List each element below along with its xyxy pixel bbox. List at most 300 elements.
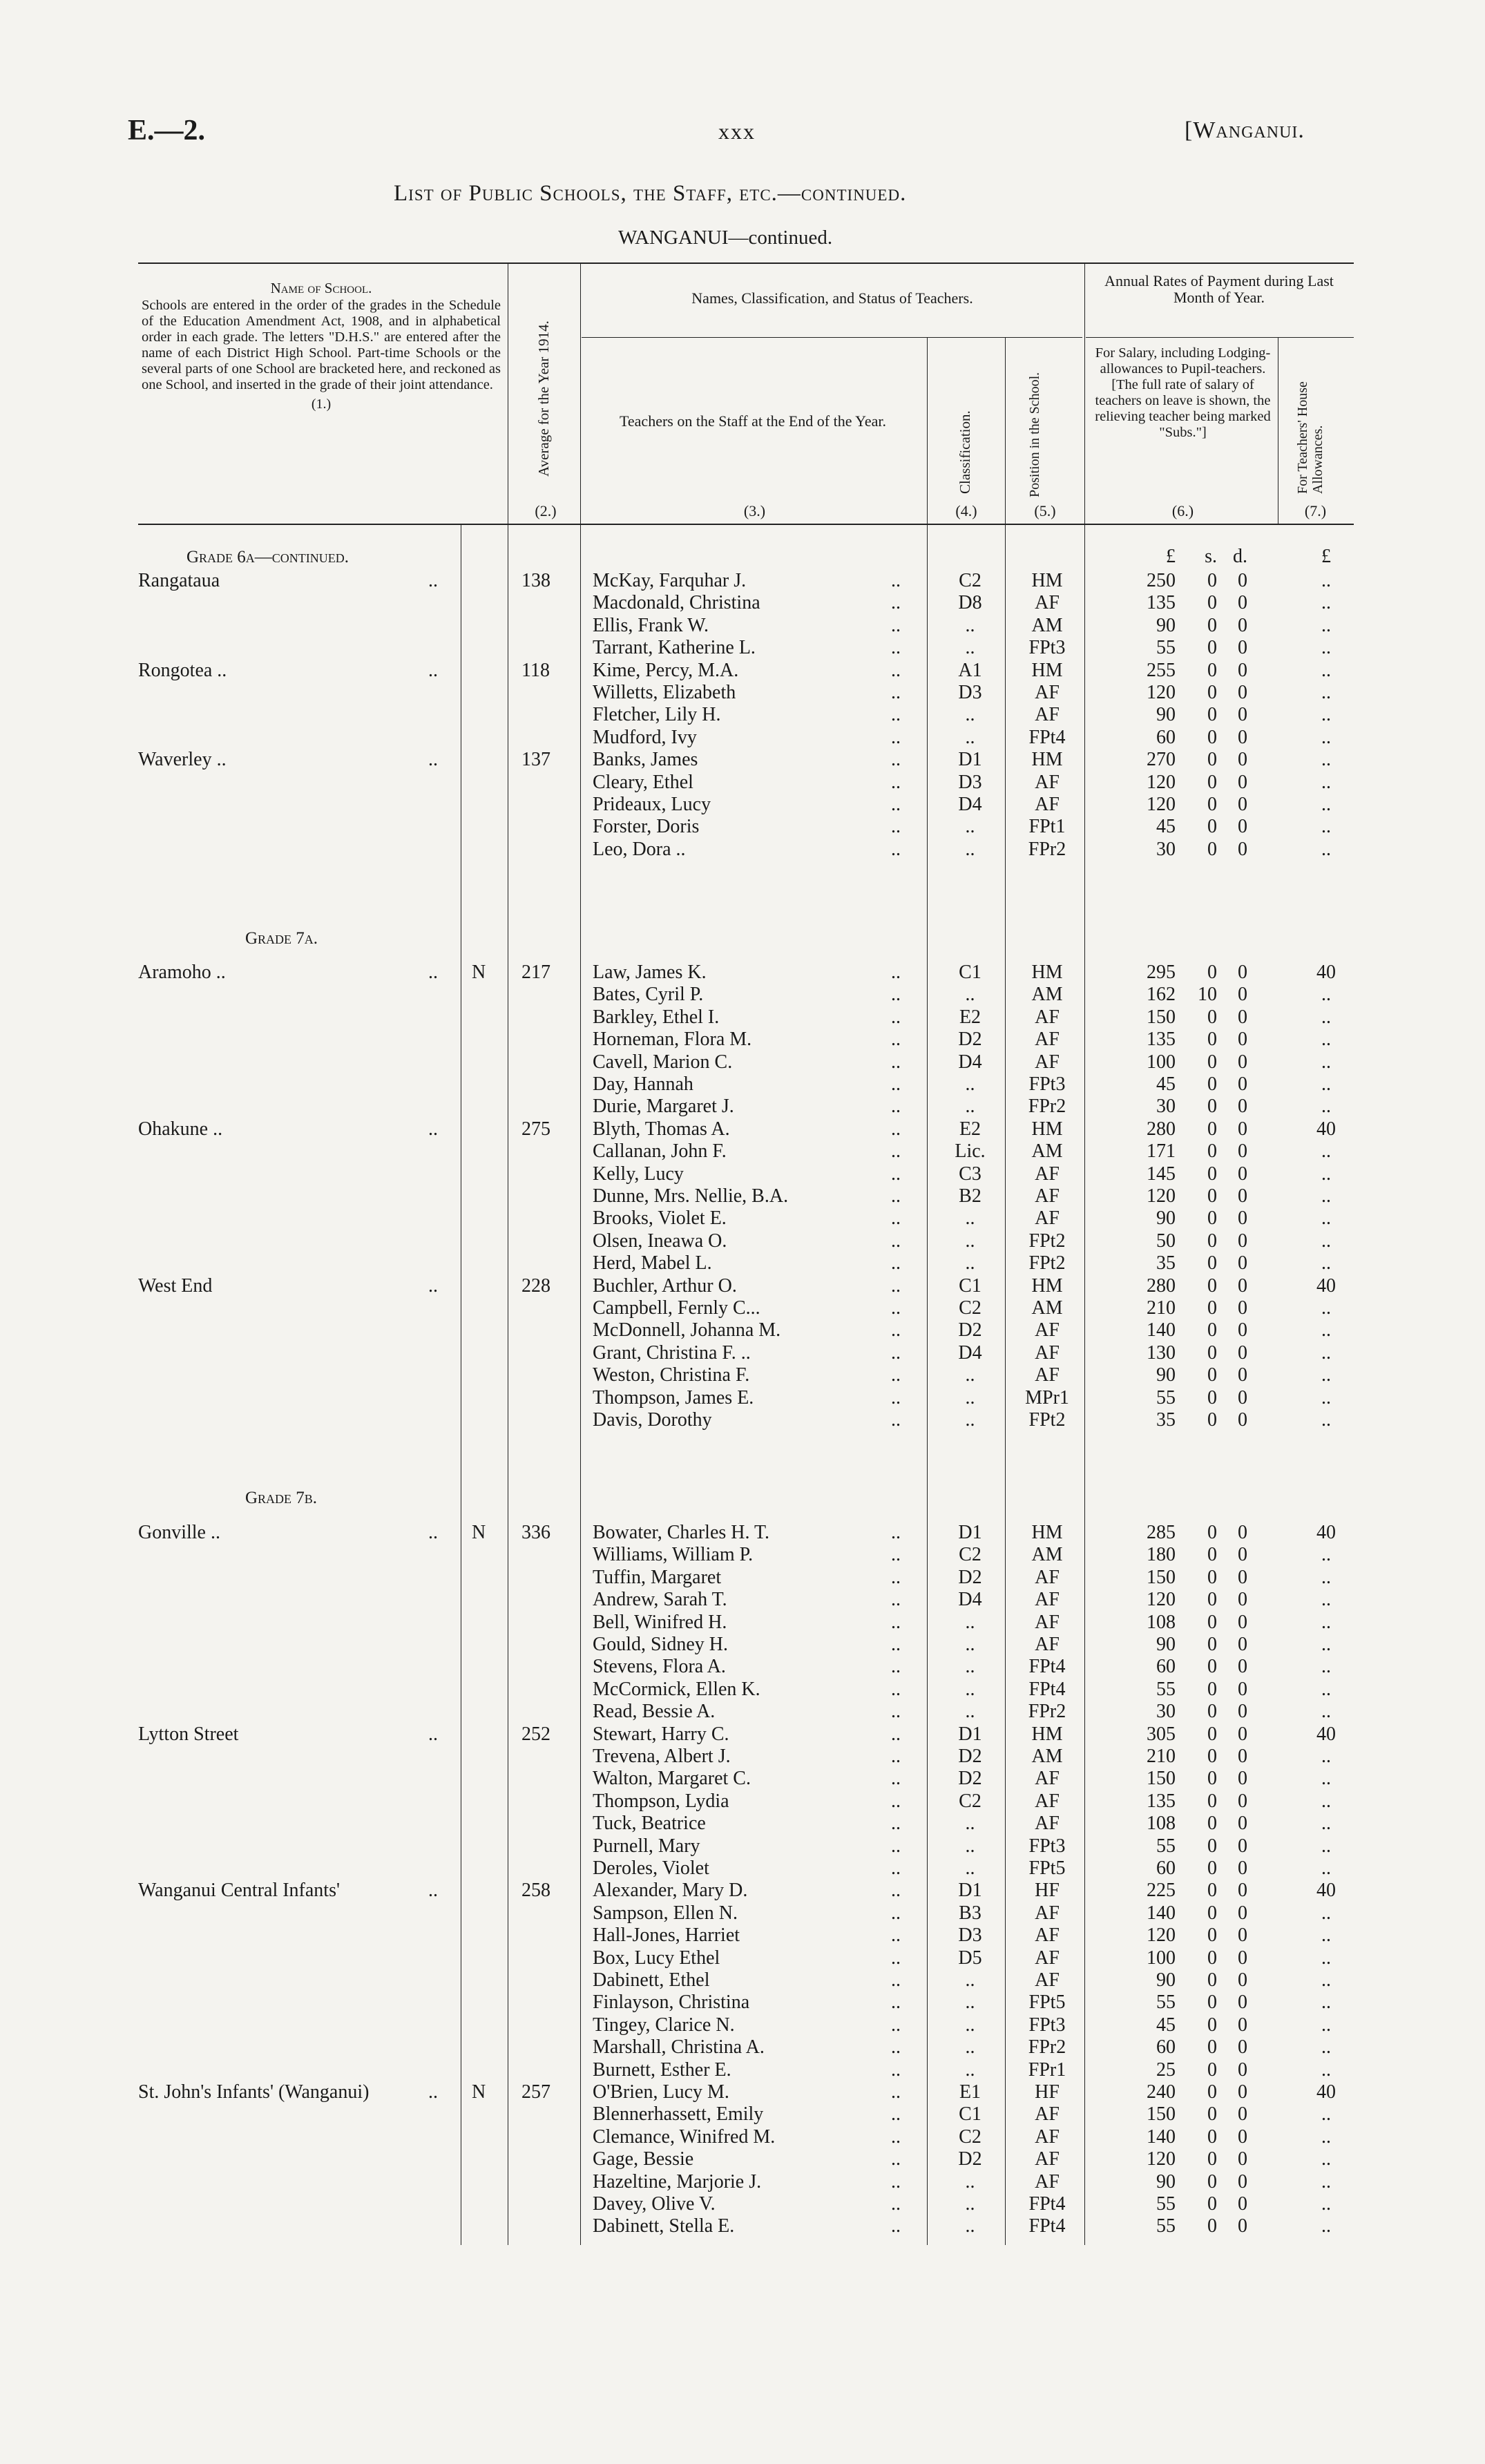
salary-pence: 0: [1238, 1118, 1247, 1140]
salary-shillings: 0: [1207, 1386, 1217, 1408]
teacher-name: Olsen, Ineawa O.: [593, 1230, 727, 1252]
teacher-name: Fletcher, Lily H.: [593, 704, 721, 726]
teacher-name: Horneman, Flora M.: [593, 1029, 752, 1051]
classification: ..: [965, 984, 975, 1006]
school-name: Gonville ..: [138, 1522, 220, 1543]
house-allowance: ..: [1321, 1364, 1331, 1386]
position: AF: [1035, 1185, 1060, 1207]
average-attendance: 228: [521, 1274, 550, 1297]
table-row: [0, 772, 1485, 794]
teacher-name: Gould, Sidney H.: [593, 1634, 728, 1655]
salary-pounds: 150: [1147, 1768, 1176, 1790]
classification: ..: [965, 1386, 975, 1408]
position: AF: [1035, 1029, 1060, 1051]
salary-shillings: 0: [1207, 1096, 1217, 1118]
classification: D1: [958, 1723, 982, 1745]
position: AF: [1035, 1902, 1060, 1924]
salary-shillings: 0: [1207, 2126, 1217, 2148]
salary-pounds: 120: [1147, 794, 1176, 815]
salary-pounds: 135: [1147, 1029, 1176, 1051]
position-col-number: (5.): [1034, 502, 1056, 519]
position: AF: [1035, 1319, 1060, 1341]
position: AF: [1035, 1051, 1060, 1073]
salary-pounds: 150: [1147, 1566, 1176, 1588]
position: AF: [1035, 2148, 1060, 2170]
table-row: [0, 1185, 1485, 1207]
salary-pounds: 100: [1147, 1947, 1176, 1969]
teacher-name: Burnett, Esther E.: [593, 2059, 731, 2081]
house-allowance: ..: [1321, 1813, 1331, 1835]
table-row: [0, 1746, 1485, 1768]
house-allowance: ..: [1321, 1319, 1331, 1341]
salary-pence: 0: [1238, 1992, 1247, 2014]
salary-pounds: 240: [1147, 2081, 1176, 2103]
salary-shillings: 0: [1207, 1992, 1217, 2014]
salary-pounds: 45: [1156, 1073, 1176, 1095]
salary-shillings: 0: [1207, 1274, 1217, 1297]
header-top-rule: [138, 262, 1354, 264]
house-allowance: ..: [1321, 1252, 1331, 1274]
average-attendance: 258: [521, 1880, 550, 1902]
position: HM: [1031, 962, 1063, 983]
teacher-name: Kime, Percy, M.A.: [593, 659, 739, 681]
teacher-name: Macdonald, Christina: [593, 592, 760, 614]
school-name: Waverley ..: [138, 749, 227, 771]
teacher-name: Leo, Dora ..: [593, 838, 686, 860]
table-row: [0, 1701, 1485, 1723]
salary-pounds: 120: [1147, 771, 1176, 793]
teacher-name: Bell, Winifred H.: [593, 1611, 727, 1633]
salary-shillings: 0: [1207, 1925, 1217, 1947]
classification: ..: [965, 704, 975, 726]
salary-pence: 0: [1238, 1341, 1247, 1364]
salary-shillings: 0: [1207, 682, 1217, 703]
position: HM: [1031, 1274, 1063, 1297]
teacher-name: Forster, Doris: [593, 816, 700, 838]
salary-pence: 0: [1238, 2170, 1247, 2193]
house-allowance: ..: [1321, 1768, 1331, 1790]
table-row: [0, 1118, 1485, 1140]
classification: ..: [965, 1611, 975, 1633]
classification: C3: [959, 1163, 981, 1185]
teacher-name: Durie, Margaret J.: [593, 1096, 734, 1118]
salary-shillings: 0: [1207, 2014, 1217, 2036]
salary-pounds: 280: [1147, 1274, 1176, 1297]
salary-pence: 0: [1238, 1386, 1247, 1408]
salary-pence: 0: [1238, 1723, 1247, 1745]
teacher-name: Dabinett, Ethel: [593, 1969, 710, 1991]
position: AF: [1035, 1790, 1060, 1812]
house-allowance: ..: [1321, 1634, 1331, 1655]
position: FPr2: [1028, 1701, 1066, 1723]
teacher-name: Hall-Jones, Harriet: [593, 1925, 740, 1947]
house-allowance: ..: [1321, 1163, 1331, 1185]
house-allowance: ..: [1321, 1925, 1331, 1947]
average-attendance: 252: [521, 1723, 550, 1745]
salary-pounds: 30: [1156, 1701, 1176, 1723]
salary-shillings: 0: [1207, 1947, 1217, 1969]
house-allowance: ..: [1321, 1140, 1331, 1163]
table-row: [0, 984, 1485, 1006]
teacher-name: Alexander, Mary D.: [593, 1880, 748, 1902]
leader-dots: ..: [891, 2103, 901, 2126]
table-row: [0, 570, 1485, 592]
leader-dots: ..: [891, 570, 901, 591]
classification-heading: Classification.: [957, 410, 973, 494]
salary-shillings: 0: [1207, 1364, 1217, 1386]
table-row: [0, 1902, 1485, 1925]
salary-pence: 0: [1238, 1634, 1247, 1655]
classification: ..: [965, 2193, 975, 2215]
school-heading-title: Name of School.: [270, 280, 372, 296]
table-row: [0, 704, 1485, 726]
payment-group-heading: Annual Rates of Payment during Last Month of Year.: [1104, 272, 1334, 306]
header-bottom-rule: [138, 524, 1354, 525]
position: AF: [1035, 682, 1060, 703]
house-allowance: ..: [1321, 1589, 1331, 1611]
position: FPr2: [1028, 2036, 1066, 2059]
salary-shillings: 0: [1207, 2170, 1217, 2193]
position: AM: [1031, 1544, 1063, 1566]
leader-dots: ..: [891, 1185, 901, 1207]
table-row: [0, 962, 1485, 984]
table-row: [0, 794, 1485, 816]
leader-dots: ..: [891, 726, 901, 748]
allowances-heading: For Teachers' House Allowances.: [1295, 381, 1325, 494]
position: FPt3: [1028, 2014, 1066, 2036]
table-row: [0, 1835, 1485, 1857]
leader-dots: ..: [891, 794, 901, 815]
house-allowance: ..: [1321, 1297, 1331, 1319]
salary-pounds: 35: [1156, 1409, 1176, 1431]
table-row: [0, 592, 1485, 614]
salary-pence: 0: [1238, 1297, 1247, 1319]
house-allowance: ..: [1321, 592, 1331, 614]
position: AF: [1035, 1768, 1060, 1790]
house-allowance: ..: [1321, 2036, 1331, 2059]
salary-pence: 0: [1238, 749, 1247, 771]
salary-shillings: 0: [1207, 1746, 1217, 1767]
average-heading: Average for the Year 1914.: [535, 321, 552, 477]
leader-dots: ..: [428, 749, 438, 771]
classification: B2: [959, 1185, 981, 1207]
house-allowance: ..: [1321, 2014, 1331, 2036]
salary-pounds: 280: [1147, 1118, 1176, 1140]
salary-pence: 0: [1238, 771, 1247, 793]
salary-pounds: 135: [1147, 592, 1176, 614]
salary-pounds: 90: [1156, 1364, 1176, 1386]
classification: D3: [958, 682, 982, 703]
position: AF: [1035, 704, 1060, 726]
page-reference: E.—2.: [128, 115, 206, 146]
classification: E2: [959, 1006, 981, 1028]
leader-dots: ..: [891, 592, 901, 614]
classification: D5: [958, 1947, 982, 1969]
salary-pence: 0: [1238, 1925, 1247, 1947]
table-row: [0, 2103, 1485, 2126]
teacher-name: Thompson, Lydia: [593, 1790, 729, 1812]
salary-shillings: 0: [1207, 816, 1217, 838]
classification: ..: [965, 1207, 975, 1230]
house-allowance: ..: [1321, 1006, 1331, 1028]
house-allowance: ..: [1321, 1096, 1331, 1118]
classification: E2: [959, 1118, 981, 1140]
salary-pence: 0: [1238, 2014, 1247, 2036]
allowances-col-number: (7.): [1304, 502, 1327, 519]
house-allowance: ..: [1321, 704, 1331, 726]
house-allowance: ..: [1321, 2103, 1331, 2126]
classification: ..: [965, 1409, 975, 1431]
salary-pence: 0: [1238, 1522, 1247, 1543]
classification: D2: [958, 2148, 982, 2170]
leader-dots: ..: [891, 1813, 901, 1835]
table-row: [0, 682, 1485, 704]
leader-dots: ..: [891, 1096, 901, 1118]
leader-dots: ..: [891, 614, 901, 636]
salary-pounds: 285: [1147, 1522, 1176, 1543]
table-row: [0, 2148, 1485, 2170]
position: AF: [1035, 1006, 1060, 1028]
salary-pounds: 120: [1147, 1589, 1176, 1611]
leader-dots: ..: [891, 2170, 901, 2193]
classification: C1: [959, 1274, 981, 1297]
salary-pounds: 90: [1156, 1969, 1176, 1991]
salary-pence: 0: [1238, 1096, 1247, 1118]
salary-shillings: 0: [1207, 1029, 1217, 1051]
leader-dots: ..: [891, 1746, 901, 1767]
house-allowance: ..: [1321, 1051, 1331, 1073]
table-row: [0, 1387, 1485, 1409]
salary-pence: 0: [1238, 1140, 1247, 1163]
shillings-symbol: s.: [1205, 546, 1217, 567]
house-allowance: ..: [1321, 771, 1331, 793]
teacher-name: Willetts, Elizabeth: [593, 682, 736, 703]
leader-dots: ..: [891, 1544, 901, 1566]
leader-dots: ..: [891, 2215, 901, 2237]
salary-shillings: 0: [1207, 1163, 1217, 1185]
allowance-pound-symbol: £: [1321, 546, 1331, 567]
salary-pounds: 140: [1147, 1902, 1176, 1924]
table-row: [0, 1140, 1485, 1163]
table-row: [0, 1544, 1485, 1566]
salary-pence: 0: [1238, 1409, 1247, 1431]
house-allowance: ..: [1321, 838, 1331, 860]
school-name: West End: [138, 1274, 213, 1297]
classification: ..: [965, 1252, 975, 1274]
teacher-name: Campbell, Fernly C...: [593, 1297, 760, 1319]
salary-pence: 0: [1238, 1813, 1247, 1835]
table-row: [0, 1163, 1485, 1185]
teacher-name: Kelly, Lucy: [593, 1163, 684, 1185]
teacher-name: McCormick, Ellen K.: [593, 1678, 760, 1700]
house-allowance: ..: [1321, 570, 1331, 591]
classification: ..: [965, 1857, 975, 1879]
position: AF: [1035, 1364, 1060, 1386]
names-group-rule: [582, 337, 1082, 338]
salary-shillings: 0: [1207, 962, 1217, 983]
house-allowance: 40: [1316, 1118, 1336, 1140]
leader-dots: ..: [891, 2126, 901, 2148]
salary-pounds: 295: [1147, 962, 1176, 983]
position: HF: [1035, 2081, 1060, 2103]
salary-pence: 0: [1238, 794, 1247, 815]
classification: ..: [965, 838, 975, 860]
classification-col-number: (4.): [955, 502, 977, 519]
salary-pounds: 225: [1147, 1880, 1176, 1902]
table-row: [0, 1364, 1485, 1386]
salary-shillings: 0: [1207, 592, 1217, 614]
table-row: [0, 1857, 1485, 1880]
leader-dots: ..: [891, 704, 901, 726]
salary-pence: 0: [1238, 1006, 1247, 1028]
leader-dots: ..: [891, 2148, 901, 2170]
salary-pounds: 55: [1156, 637, 1176, 659]
house-allowance: ..: [1321, 1185, 1331, 1207]
classification: D2: [958, 1319, 982, 1341]
normal-school-mark: N: [472, 2081, 486, 2103]
position: AF: [1035, 1969, 1060, 1991]
leader-dots: ..: [891, 962, 901, 983]
leader-dots: ..: [891, 1969, 901, 1991]
position: HM: [1031, 570, 1063, 591]
house-allowance: ..: [1321, 1029, 1331, 1051]
table-row: [0, 1522, 1485, 1544]
classification: ..: [965, 1678, 975, 1700]
teacher-name: Grant, Christina F. ..: [593, 1341, 751, 1364]
house-allowance: ..: [1321, 2170, 1331, 2193]
salary-pounds: 90: [1156, 1207, 1176, 1230]
salary-pounds: 108: [1147, 1813, 1176, 1835]
salary-pence: 0: [1238, 704, 1247, 726]
house-allowance: ..: [1321, 2215, 1331, 2237]
leader-dots: ..: [891, 1073, 901, 1095]
salary-shillings: 0: [1207, 1701, 1217, 1723]
salary-pounds: 55: [1156, 1678, 1176, 1700]
teacher-name: Davey, Olive V.: [593, 2193, 716, 2215]
salary-pence: 0: [1238, 2103, 1247, 2126]
house-allowance: ..: [1321, 659, 1331, 681]
school-name: Rangataua: [138, 570, 220, 591]
teacher-name: Bowater, Charles H. T.: [593, 1522, 770, 1543]
teacher-name: Bates, Cyril P.: [593, 984, 704, 1006]
teacher-name: O'Brien, Lucy M.: [593, 2081, 729, 2103]
salary-pence: 0: [1238, 726, 1247, 748]
salary-pounds: 55: [1156, 1992, 1176, 2014]
salary-pence: 0: [1238, 1252, 1247, 1274]
school-name: Aramoho ..: [138, 962, 226, 983]
teacher-name: Day, Hannah: [593, 1073, 693, 1095]
house-allowance: ..: [1321, 1611, 1331, 1633]
table-row: [0, 1656, 1485, 1678]
classification: C2: [959, 1544, 981, 1566]
leader-dots: ..: [891, 1118, 901, 1140]
average-attendance: 138: [521, 570, 550, 591]
teacher-name: Ellis, Frank W.: [593, 614, 709, 636]
salary-shillings: 0: [1207, 659, 1217, 681]
salary-shillings: 0: [1207, 1051, 1217, 1073]
leader-dots: ..: [891, 659, 901, 681]
teacher-name: Tuck, Beatrice: [593, 1813, 706, 1835]
salary-shillings: 0: [1207, 749, 1217, 771]
teacher-name: Prideaux, Lucy: [593, 794, 711, 815]
salary-shillings: 0: [1207, 1073, 1217, 1095]
classification: ..: [965, 1073, 975, 1095]
salary-shillings: 0: [1207, 704, 1217, 726]
table-row: [0, 749, 1485, 771]
school-name: Rongotea ..: [138, 659, 227, 681]
table-row: [0, 660, 1485, 682]
leader-dots: ..: [891, 2193, 901, 2215]
classification: ..: [965, 1364, 975, 1386]
house-allowance: 40: [1316, 1522, 1336, 1543]
position: AF: [1035, 1589, 1060, 1611]
leader-dots: ..: [891, 1252, 901, 1274]
salary-pounds: 90: [1156, 614, 1176, 636]
teacher-name: Blennerhassett, Emily: [593, 2103, 764, 2126]
classification: ..: [965, 2170, 975, 2193]
leader-dots: ..: [891, 2036, 901, 2059]
salary-shillings: 0: [1207, 1589, 1217, 1611]
classification: D8: [958, 592, 982, 614]
table-row: [0, 1768, 1485, 1790]
classification: ..: [965, 2215, 975, 2237]
teacher-name: Blyth, Thomas A.: [593, 1118, 730, 1140]
table-row: [0, 1409, 1485, 1431]
school-name: Ohakune ..: [138, 1118, 223, 1140]
house-allowance: ..: [1321, 1835, 1331, 1857]
salary-shillings: 0: [1207, 2103, 1217, 2126]
position: AM: [1031, 984, 1063, 1006]
classification: ..: [965, 1969, 975, 1991]
grade-heading: Grade 7a.: [245, 929, 318, 948]
salary-pence: 0: [1238, 570, 1247, 591]
leader-dots: ..: [891, 1768, 901, 1790]
salary-pence: 0: [1238, 1274, 1247, 1297]
teacher-name: Banks, James: [593, 749, 698, 771]
teacher-name: Hazeltine, Marjorie J.: [593, 2170, 762, 2193]
leader-dots: ..: [891, 1880, 901, 1902]
salary-pence: 0: [1238, 816, 1247, 838]
salary-pence: 0: [1238, 1319, 1247, 1341]
position: AF: [1035, 1611, 1060, 1633]
salary-shillings: 0: [1207, 1813, 1217, 1835]
position: HF: [1035, 1880, 1060, 1902]
salary-pence: 0: [1238, 2036, 1247, 2059]
salary-pence: 0: [1238, 1566, 1247, 1588]
leader-dots: ..: [891, 1701, 901, 1723]
position: FPt2: [1028, 1230, 1066, 1252]
teacher-name: Cavell, Marion C.: [593, 1051, 733, 1073]
leader-dots: ..: [891, 2014, 901, 2036]
average-attendance: 217: [521, 962, 550, 983]
teacher-name: McDonnell, Johanna M.: [593, 1319, 781, 1341]
salary-shillings: 0: [1207, 614, 1217, 636]
leader-dots: ..: [891, 1051, 901, 1073]
position: AF: [1035, 1341, 1060, 1364]
house-allowance: ..: [1321, 794, 1331, 815]
salary-shillings: 0: [1207, 2081, 1217, 2103]
teacher-name: Walton, Margaret C.: [593, 1768, 751, 1790]
house-allowance: ..: [1321, 1656, 1331, 1678]
leader-dots: ..: [891, 984, 901, 1006]
school-heading-note: Schools are entered in the order of the grades in the Schedule of the Education Amendment Act, 1908, and in alphabetical order in each grade. The letters "D.H.S." are entered after the name of each District High School. Part-time Schools or the several parts of one School are bracketed here, and reckoned as one School, and inserted in the grade of their joint attendance.: [142, 298, 501, 392]
grade-heading: Grade 7b.: [245, 1489, 318, 1507]
house-allowance: ..: [1321, 2059, 1331, 2081]
salary-shillings: 0: [1207, 794, 1217, 815]
salary-pounds: 60: [1156, 1656, 1176, 1678]
salary-pounds: 210: [1147, 1297, 1176, 1319]
average-col-number: (2.): [535, 502, 557, 519]
